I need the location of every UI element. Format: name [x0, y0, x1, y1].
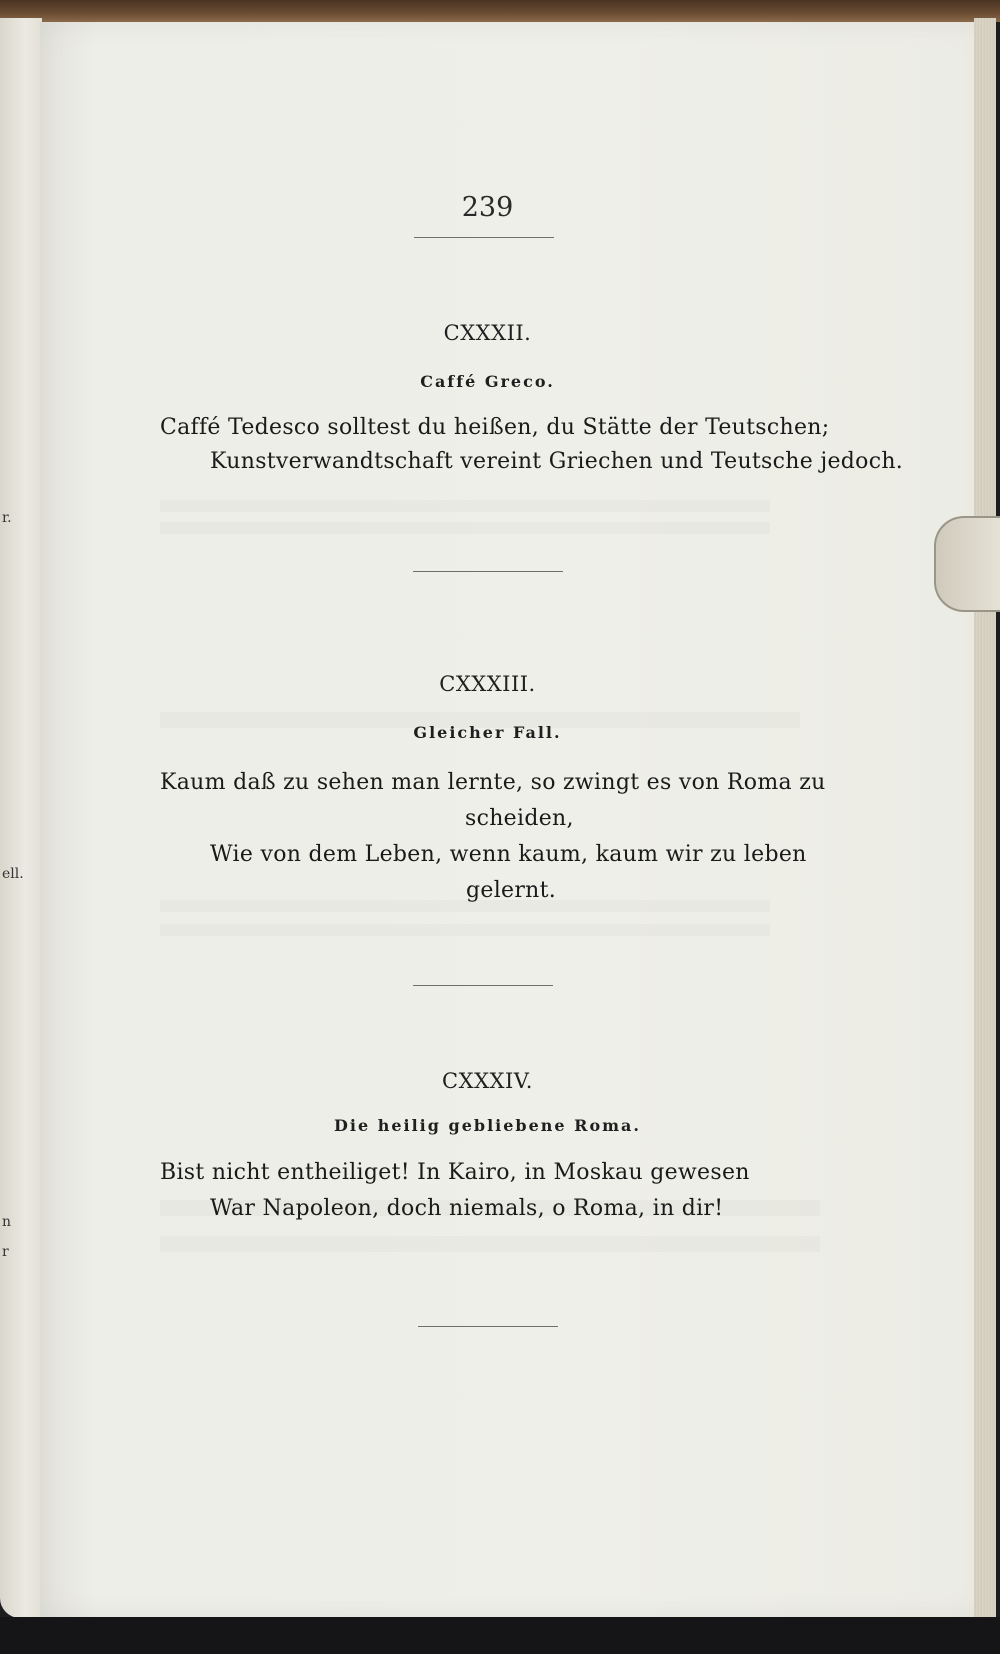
- book-cover-edge: [0, 0, 1000, 22]
- header-rule: [414, 237, 554, 238]
- section-divider: [413, 571, 563, 572]
- verse-line: Bist nicht entheiliget! In Kairo, in Moskau gewesen: [160, 1160, 750, 1185]
- section-title: Die heilig gebliebene Roma.: [334, 1116, 641, 1135]
- section-numeral: CXXXIII.: [439, 672, 536, 696]
- section-numeral: CXXXIV.: [442, 1069, 533, 1093]
- verse-line: Caffé Tedesco solltest du heißen, du Stätte der Teutschen;: [160, 415, 830, 440]
- section-numeral: CXXXII.: [443, 321, 532, 345]
- section-title: Caffé Greco.: [420, 372, 555, 391]
- verse-line: Wie von dem Leben, wenn kaum, kaum wir zu leben: [210, 842, 807, 867]
- page-number: 239: [461, 192, 514, 223]
- section-divider: [418, 1326, 558, 1327]
- verse-line: gelernt.: [466, 878, 557, 903]
- verse-line: Kunstverwandtschaft vereint Griechen und Teutsche jedoch.: [210, 449, 904, 474]
- verse-line: War Napoleon, doch niemals, o Roma, in dir!: [210, 1196, 724, 1221]
- background-bottom: [0, 1617, 1000, 1654]
- previous-page-edge: [0, 18, 42, 1618]
- left-page-fragment: ell.: [2, 866, 24, 882]
- verse-line: scheiden,: [465, 806, 574, 831]
- verse-line: Kaum daß zu sehen man lernte, so zwingt es von Roma zu: [160, 770, 826, 795]
- left-page-fragment: r: [2, 1244, 9, 1260]
- left-page-fragment: n: [2, 1214, 12, 1230]
- section-divider: [413, 985, 553, 986]
- left-page-fragment: r.: [2, 510, 12, 526]
- page-stack-edges: [974, 18, 996, 1628]
- section-title: Gleicher Fall.: [413, 723, 562, 742]
- bookmark-tab: [934, 516, 1000, 612]
